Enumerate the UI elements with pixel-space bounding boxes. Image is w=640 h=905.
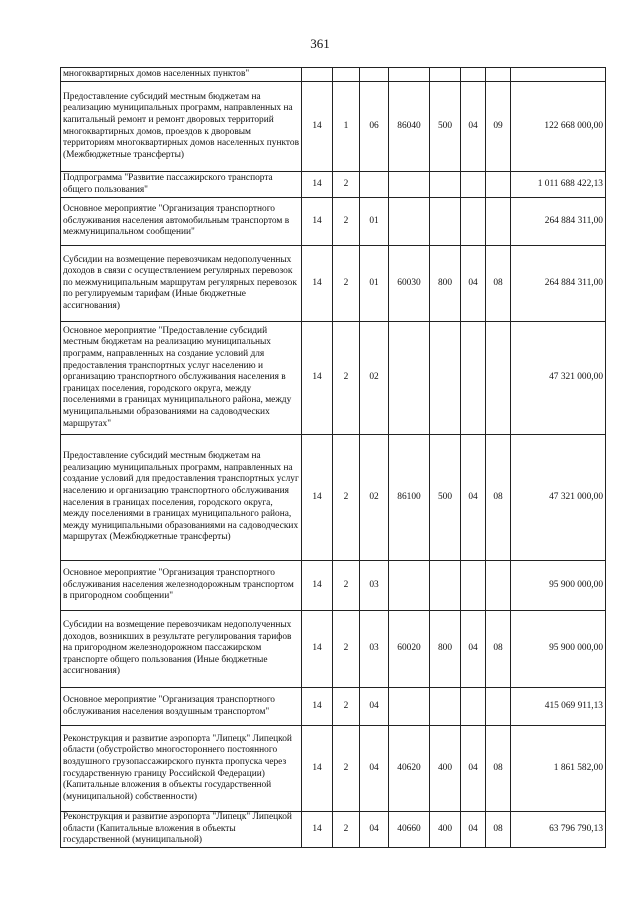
code-cell-c6: 04 [461,812,486,848]
amount-cell [511,68,606,82]
code-cell-c3 [360,172,389,198]
code-cell-c1: 14 [302,198,333,246]
code-cell-c6 [461,198,486,246]
code-cell-c1: 14 [302,435,333,561]
code-cell-c4: 60030 [389,246,430,322]
code-cell-c5 [430,198,461,246]
code-cell-c2: 2 [333,172,360,198]
code-cell-c4 [389,198,430,246]
code-cell-c6: 04 [461,435,486,561]
code-cell-c4 [389,688,430,726]
amount-cell: 264 884 311,00 [511,198,606,246]
code-cell-c5: 800 [430,246,461,322]
code-cell-c3: 03 [360,561,389,611]
code-cell-c1: 14 [302,246,333,322]
code-cell-c2: 2 [333,246,360,322]
code-cell-c6 [461,322,486,435]
code-cell-c1: 14 [302,82,333,172]
code-cell-c1: 14 [302,172,333,198]
code-cell-c2: 2 [333,198,360,246]
table-row [61,322,606,435]
table-row [61,172,606,198]
code-cell-c7: 08 [486,435,511,561]
code-cell-c3: 04 [360,726,389,812]
amount-cell: 95 900 000,00 [511,561,606,611]
code-cell-c5 [430,561,461,611]
amount-cell: 63 796 790,13 [511,812,606,848]
amount-cell: 1 011 688 422,13 [511,172,606,198]
row-name-cell: Субсидии на возмещение перевозчикам недополученных доходов, возникших в результате регулирования тарифов на пригородном железнодорожном пассажирском транспорте общего пользования (Иные бюджетные ассигнования) [61,611,302,688]
table-row [61,688,606,726]
code-cell-c3 [360,68,389,82]
code-cell-c6 [461,688,486,726]
code-cell-c4: 40620 [389,726,430,812]
amount-cell: 415 069 911,13 [511,688,606,726]
table-row [61,68,606,82]
code-cell-c6 [461,68,486,82]
row-name-cell: Основное мероприятие "Организация транспортного обслуживания населения автомобильным транспортом в межмуниципальном сообщении" [61,198,302,246]
code-cell-c7: 09 [486,82,511,172]
code-cell-c6: 04 [461,246,486,322]
code-cell-c7 [486,322,511,435]
table-row [61,611,606,688]
code-cell-c2: 2 [333,726,360,812]
amount-cell: 95 900 000,00 [511,611,606,688]
code-cell-c2: 2 [333,435,360,561]
table-row [61,812,606,848]
code-cell-c1: 14 [302,322,333,435]
code-cell-c6 [461,172,486,198]
code-cell-c6: 04 [461,82,486,172]
row-name-cell: Субсидии на возмещение перевозчикам недополученных доходов в связи с осуществлением регулярных перевозок по межмуниципальным маршрутам регулярных перевозок по регулируемым тарифам (Иные бюджетные ассигнования) [61,246,302,322]
code-cell-c3: 01 [360,198,389,246]
code-cell-c4: 40660 [389,812,430,848]
code-cell-c6: 04 [461,611,486,688]
row-name-cell: Реконструкция и развитие аэропорта "Липецк" Липецкой области (Капитальные вложения в объекты государственной (муниципальной) [61,812,302,848]
code-cell-c2: 1 [333,82,360,172]
code-cell-c3: 04 [360,812,389,848]
code-cell-c1 [302,68,333,82]
code-cell-c1: 14 [302,726,333,812]
code-cell-c1: 14 [302,688,333,726]
code-cell-c5: 500 [430,435,461,561]
code-cell-c1: 14 [302,611,333,688]
code-cell-c7 [486,688,511,726]
code-cell-c7 [486,561,511,611]
code-cell-c5 [430,688,461,726]
row-name-cell: Реконструкция и развитие аэропорта "Липецк" Липецкой области (обустройство многостороннего постоянного воздушного грузопассажирского пункта пропуска через государственную границу Российской Федерации) (Капитальные вложения в объекты государственной (муниципальной) собственности) [61,726,302,812]
code-cell-c6 [461,561,486,611]
row-name-cell: Предоставление субсидий местным бюджетам на реализацию муниципальных программ, направленных на создание условий для предоставления транспортных услуг населению и организацию транспортного обслуживания населения в границах поселения, городского округа, между поселениями в границах муниципального района, между муниципальными образованиями на садоводческих маршрутах (Межбюджетные трансферты) [61,435,302,561]
row-name-cell: Основное мероприятие "Организация транспортного обслуживания населения железнодорожным транспортом в пригородном сообщении" [61,561,302,611]
code-cell-c3: 02 [360,322,389,435]
code-cell-c3: 04 [360,688,389,726]
table-row [61,246,606,322]
code-cell-c7: 08 [486,611,511,688]
code-cell-c7 [486,198,511,246]
code-cell-c4: 86040 [389,82,430,172]
code-cell-c3: 01 [360,246,389,322]
row-name-cell: Подпрограмма "Развитие пассажирского транспорта общего пользования" [61,172,302,198]
amount-cell: 47 321 000,00 [511,322,606,435]
code-cell-c5: 800 [430,611,461,688]
code-cell-c4: 86100 [389,435,430,561]
code-cell-c2: 2 [333,561,360,611]
amount-cell: 47 321 000,00 [511,435,606,561]
amount-cell: 264 884 311,00 [511,246,606,322]
budget-table [60,67,606,848]
code-cell-c7: 08 [486,812,511,848]
code-cell-c5 [430,68,461,82]
code-cell-c2 [333,68,360,82]
table-row [61,82,606,172]
code-cell-c5: 400 [430,726,461,812]
code-cell-c3: 06 [360,82,389,172]
code-cell-c5: 400 [430,812,461,848]
code-cell-c3: 03 [360,611,389,688]
row-name-cell: Основное мероприятие "Организация транспортного обслуживания населения воздушным транспортом" [61,688,302,726]
code-cell-c5 [430,322,461,435]
code-cell-c4 [389,322,430,435]
table-row [61,198,606,246]
code-cell-c7 [486,172,511,198]
code-cell-c1: 14 [302,561,333,611]
code-cell-c2: 2 [333,688,360,726]
table-row [61,726,606,812]
code-cell-c7: 08 [486,726,511,812]
code-cell-c4 [389,68,430,82]
code-cell-c4 [389,561,430,611]
code-cell-c2: 2 [333,322,360,435]
row-name-cell: многоквартирных домов населенных пунктов" [61,68,302,82]
code-cell-c4 [389,172,430,198]
code-cell-c7 [486,68,511,82]
amount-cell: 1 861 582,00 [511,726,606,812]
code-cell-c4: 60020 [389,611,430,688]
code-cell-c2: 2 [333,611,360,688]
table-row [61,435,606,561]
amount-cell: 122 668 000,00 [511,82,606,172]
code-cell-c6: 04 [461,726,486,812]
code-cell-c5: 500 [430,82,461,172]
code-cell-c1: 14 [302,812,333,848]
row-name-cell: Предоставление субсидий местным бюджетам на реализацию муниципальных программ, направленных на капитальный ремонт и ремонт дворовых территорий многоквартирных домов, проездов к дворовым территориям многоквартирных домов населенных пунктов (Межбюджетные трансферты) [61,82,302,172]
row-name-cell: Основное мероприятие "Предоставление субсидий местным бюджетам на реализацию муниципальных программ, направленных на создание условий для предоставления транспортных услуг населению и организацию транспортного обслуживания населения в границах поселения, городского округа, между поселениями в границах муниципального района, между муниципальными образованиями на садоводческих маршрутах" [61,322,302,435]
code-cell-c5 [430,172,461,198]
code-cell-c7: 08 [486,246,511,322]
code-cell-c2: 2 [333,812,360,848]
table-row [61,561,606,611]
code-cell-c3: 02 [360,435,389,561]
page-number: 361 [310,36,330,51]
